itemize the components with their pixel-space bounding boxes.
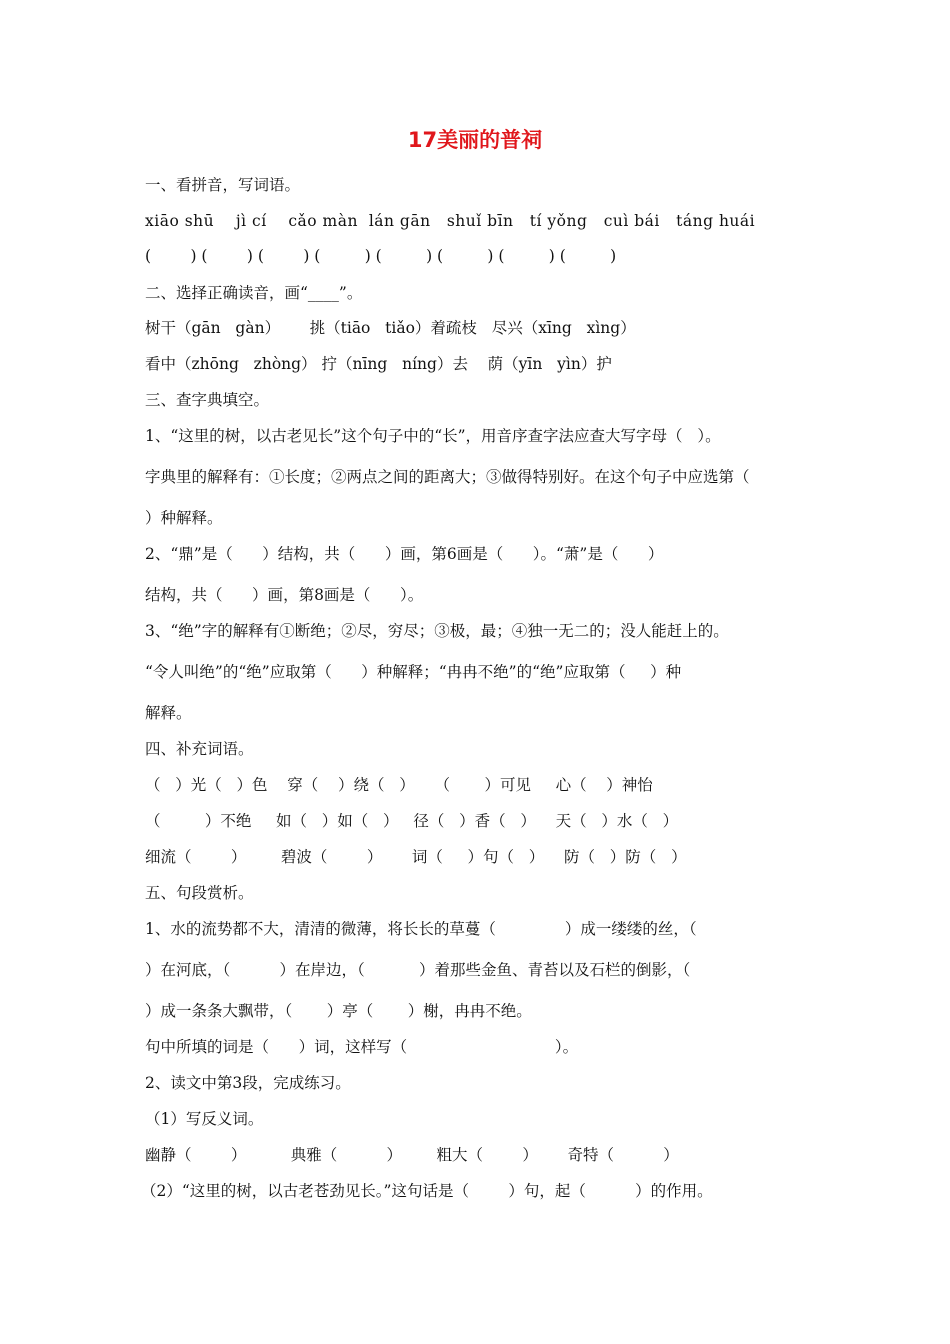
answer-brackets-row: ( ) ( ) ( ) ( ) ( ) ( ) ( ) ( ) <box>145 247 617 265</box>
question-5-2-2: （2）“这里的树，以古老苍劲见长。”这句话是（ ）句，起（ ）的作用。 <box>141 1182 713 1200</box>
question-3-3-line-2: “令人叫绝”的“绝”应取第（ ）种解释；“冉冉不绝”的“绝”应取第（ ）种 <box>145 663 682 681</box>
question-3-2-line-2: 结构，共（ ）画，第8画是（ ）。 <box>145 586 424 604</box>
section-2-heading: 二、选择正确读音，画“____”。 <box>145 284 363 302</box>
section-5-heading: 五、句段赏析。 <box>145 884 254 902</box>
passage-question: 句中所填的词是（ ）词，这样写（ ）。 <box>145 1038 579 1056</box>
page-title: 17美丽的普祠 <box>407 128 543 152</box>
idiom-fill-row-1: （ ）光（ ）色 穿（ ）绕（ ） （ ）可见 心（ ）神怡 <box>145 776 653 794</box>
idiom-fill-row-3: 细流（ ） 碧波（ ） 词（ ）句（ ） 防（ ）防（ ） <box>145 848 687 866</box>
pinyin-row: xiāo shū jì cí cǎo màn lán gān shuǐ bīn tí yǒng cuì bái táng huái <box>145 212 756 230</box>
idiom-fill-row-2: （ ）不绝 如（ ）如（ ） 径（ ）香（ ） 天（ ）水（ ） <box>145 812 679 830</box>
question-3-1-line-2: 字典里的解释有：①长度；②两点之间的距离大；③做得特别好。在这个句子中应选第（ <box>145 468 750 486</box>
question-3-1-line-1: 1、“这里的树，以古老见长”这个句子中的“长”，用音序查字法应查大写字母（ ）。 <box>145 427 721 445</box>
question-3-2-line-1: 2、“鼎”是（ ）结构，共（ ）画，第6画是（ ）。“萧”是（ ） <box>145 545 664 563</box>
question-3-3-line-3: 解释。 <box>145 704 192 722</box>
antonym-heading: （1）写反义词。 <box>145 1110 264 1128</box>
question-3-1-line-3: ）种解释。 <box>145 509 223 527</box>
question-3-3-line-1: 3、“绝”字的解释有①断绝；②尽，穷尽；③极，最；④独一无二的；没人能赶上的。 <box>145 622 729 640</box>
reading-choice-row-1: 树干（gān gàn） 挑（tiāo tiǎo）着疏枝 尽兴（xīng xìng） <box>145 319 636 337</box>
question-5-2-heading: 2、读文中第3段，完成练习。 <box>145 1074 351 1092</box>
passage-line-1: 1、水的流势都不大，清清的微薄，将长长的草蔓（ ）成一缕缕的丝，（ <box>145 920 697 938</box>
section-1-heading: 一、看拼音，写词语。 <box>145 176 301 194</box>
section-4-heading: 四、补充词语。 <box>145 740 254 758</box>
reading-choice-row-2: 看中（zhōng zhòng） 拧（nīng níng）去 荫（yīn yìn）护 <box>145 355 612 373</box>
passage-line-2: ）在河底，（ ）在岸边，（ ）着那些金鱼、青苔以及石栏的倒影，（ <box>145 961 691 979</box>
antonym-row: 幽静（ ） 典雅（ ） 粗大（ ） 奇特（ ） <box>145 1146 679 1164</box>
passage-line-3: ）成一条条大飘带，（ ）亭（ ）榭，冉冉不绝。 <box>145 1002 532 1020</box>
section-3-heading: 三、查字典填空。 <box>145 391 270 409</box>
